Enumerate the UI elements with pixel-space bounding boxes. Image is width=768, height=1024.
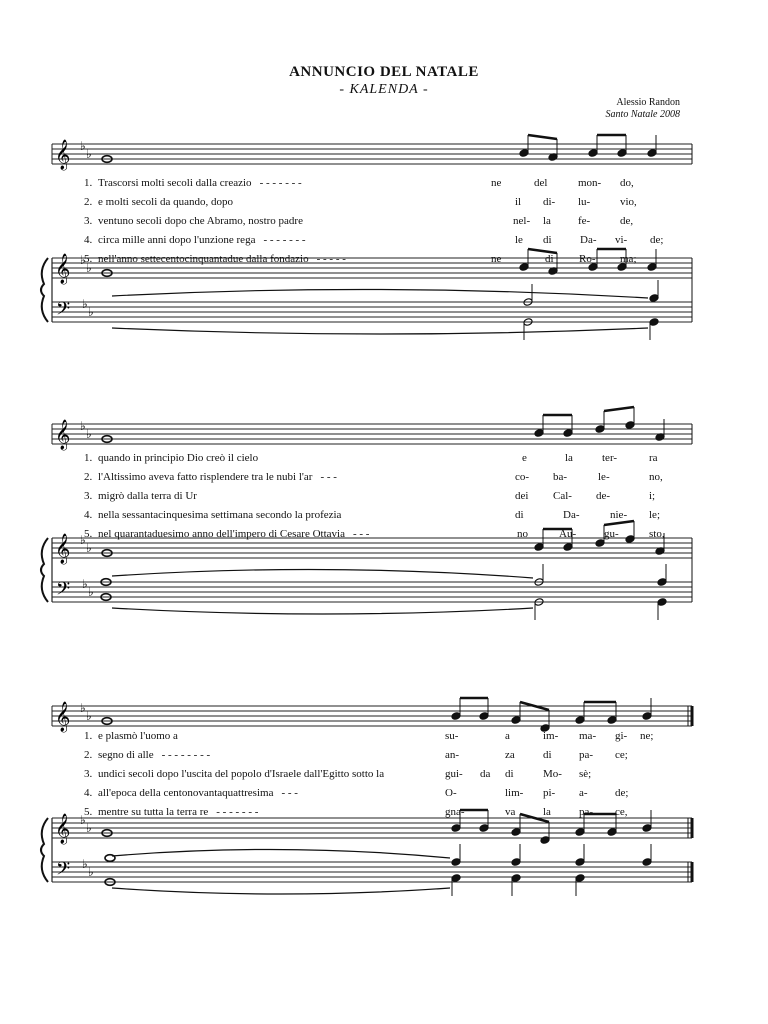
lyric-syllable: il xyxy=(515,196,522,208)
verse-text: l'Altissimo aveva fatto risplendere tra le nubi l'ar xyxy=(98,471,313,483)
system-3-piano-note xyxy=(511,828,521,837)
system-3-bass-note xyxy=(451,858,461,867)
lyric-syllable: Au- xyxy=(559,528,577,540)
system-2-melody-key-signature: ♭ xyxy=(80,419,86,433)
lyric-syllable: gi- xyxy=(615,730,628,742)
lyric-syllable: Da- xyxy=(580,234,597,246)
system-3-piano-note xyxy=(540,836,550,845)
verse-number: 3. xyxy=(84,490,93,502)
lyric-syllable: le; xyxy=(649,509,660,521)
system-2-melody-note xyxy=(625,421,635,430)
melisma-dashes: - - - - - - - - xyxy=(161,749,211,761)
lyric-syllable: fe- xyxy=(578,215,591,227)
lyric-syllable: gui- xyxy=(445,768,463,780)
system-1-melody-note xyxy=(519,149,529,158)
system-1-piano-brace xyxy=(41,258,48,322)
system-1-melody-key-signature: ♭ xyxy=(86,147,92,161)
melisma-dashes: - - - - - - - xyxy=(263,234,306,246)
system-2-bass-note xyxy=(657,578,667,587)
verse-number: 2. xyxy=(84,749,93,761)
system-3-tie xyxy=(112,888,450,894)
system-1-tie xyxy=(112,289,648,298)
system-3-piano-brace xyxy=(41,818,48,882)
verse-number: 2. xyxy=(84,471,93,483)
page-subtitle: - KALENDA - xyxy=(339,82,429,97)
system-1-bass-note xyxy=(649,318,659,327)
verse-number: 2. xyxy=(84,196,93,208)
system-3-piano-note xyxy=(607,828,617,837)
system-2-melody-note xyxy=(563,429,573,438)
system-3-bass-note xyxy=(575,874,585,883)
system-3-bass-note xyxy=(511,858,521,867)
lyric-syllable: de- xyxy=(596,490,611,502)
lyric-syllable: su- xyxy=(445,730,459,742)
verse-text: undici secoli dopo l'uscita del popolo d'Israele dall'Egitto sotto la xyxy=(98,768,385,780)
lyric-syllable: la xyxy=(543,215,551,227)
verse-number: 4. xyxy=(84,234,93,246)
lyric-syllable: Mo- xyxy=(543,768,562,780)
lyric-syllable: sè; xyxy=(579,768,592,780)
system-2-piano-note xyxy=(625,535,635,544)
melisma-dashes: - - - - - - - xyxy=(216,806,259,818)
system-1-melody-key-signature: ♭ xyxy=(80,139,86,153)
system-1-melody-beam xyxy=(528,135,557,139)
system-2-piano-bass-key-signature: ♭ xyxy=(82,577,88,591)
lyric-syllable: pi- xyxy=(543,787,556,799)
lyric-syllable: del xyxy=(534,177,548,189)
lyric-syllable: Cal- xyxy=(553,490,572,502)
lyric-syllable: ma- xyxy=(579,730,597,742)
verse-text: e plasmò l'uomo a xyxy=(98,730,178,742)
verse-number: 5. xyxy=(84,253,93,265)
system-1-melody-note xyxy=(617,149,627,158)
lyric-syllable: ce, xyxy=(615,806,628,818)
lyric-syllable: co- xyxy=(515,471,530,483)
system-2-melody-note xyxy=(595,425,605,434)
system-1-piano-bass-key-signature: ♭ xyxy=(88,305,94,319)
system-2-tie xyxy=(112,569,533,578)
verse-text: ventuno secoli dopo che Abramo, nostro padre xyxy=(98,215,303,227)
lyric-syllable: a- xyxy=(579,787,588,799)
system-3-melody-note xyxy=(575,716,585,725)
melisma-dashes: - - - xyxy=(352,528,370,540)
lyric-syllable: ma; xyxy=(620,253,637,265)
system-3-melody-note xyxy=(479,712,489,721)
system-3-melody-note xyxy=(511,716,521,725)
system-1-tie xyxy=(112,328,648,334)
lyric-syllable: pa- xyxy=(579,806,594,818)
system-1-piano-treble-clef: 𝄞 xyxy=(55,254,71,284)
verse-number: 3. xyxy=(84,768,93,780)
verse-number: 4. xyxy=(84,509,93,521)
system-2-piano-note xyxy=(534,543,544,552)
lyric-syllable: ter- xyxy=(602,452,618,464)
lyric-syllable: di xyxy=(505,768,514,780)
system-2-bass-note xyxy=(657,598,667,607)
system-2-piano-bass-key-signature: ♭ xyxy=(88,585,94,599)
lyric-syllable: de; xyxy=(650,234,664,246)
verse-text: nell'anno settecentocinquantadue dalla fondazio xyxy=(98,253,309,265)
composition-date: Santo Natale 2008 xyxy=(605,109,680,120)
lyric-syllable: mon- xyxy=(578,177,602,189)
lyric-syllable: no, xyxy=(649,471,663,483)
lyric-syllable: ba- xyxy=(553,471,568,483)
system-2-tie xyxy=(112,608,533,614)
system-3-bass-note xyxy=(511,874,521,883)
system-3-bass-note xyxy=(451,874,461,883)
lyric-syllable: va xyxy=(505,806,516,818)
verse-text: e molti secoli da quando, dopo xyxy=(98,196,234,208)
page-title: ANNUNCIO DEL NATALE xyxy=(289,64,479,80)
lyric-syllable: gu- xyxy=(604,528,619,540)
lyric-syllable: vi- xyxy=(615,234,628,246)
lyric-syllable: Da- xyxy=(563,509,580,521)
system-1-piano-note xyxy=(647,263,657,272)
lyric-syllable: da xyxy=(480,768,491,780)
lyric-syllable: vio, xyxy=(620,196,637,208)
system-1-piano-note xyxy=(519,263,529,272)
system-1-melody-note xyxy=(647,149,657,158)
system-2-piano-brace xyxy=(41,538,48,602)
system-2-piano-treble-key-signature: ♭ xyxy=(80,533,86,547)
verse-number: 5. xyxy=(84,806,93,818)
system-2-melody-key-signature: ♭ xyxy=(86,427,92,441)
system-3-piano-treble-key-signature: ♭ xyxy=(86,821,92,835)
lyric-syllable: an- xyxy=(445,749,460,761)
lyric-syllable: ra xyxy=(649,452,658,464)
verse-number: 1. xyxy=(84,730,93,742)
system-2-melody-beam xyxy=(604,407,634,411)
verse-number: 5. xyxy=(84,528,93,540)
lyric-syllable: O- xyxy=(445,787,457,799)
lyric-syllable: nel- xyxy=(513,215,531,227)
system-3-piano-bass-clef: 𝄢 xyxy=(56,859,71,884)
system-2-piano-treble-clef: 𝄞 xyxy=(55,534,71,564)
verse-text: migrò dalla terra di Ur xyxy=(98,490,197,502)
system-3-melody-treble-clef: 𝄞 xyxy=(55,702,71,732)
lyric-syllable: lim- xyxy=(505,787,524,799)
verse-number: 4. xyxy=(84,787,93,799)
lyric-syllable: a xyxy=(505,730,510,742)
system-3-melody-note xyxy=(607,716,617,725)
lyric-syllable: la xyxy=(565,452,573,464)
lyric-syllable: e xyxy=(522,452,527,464)
melisma-dashes: - - - - - xyxy=(316,253,346,265)
lyric-syllable: le- xyxy=(598,471,610,483)
system-3-melody-key-signature: ♭ xyxy=(80,701,86,715)
lyric-syllable: ne; xyxy=(640,730,654,742)
lyric-syllable: no xyxy=(517,528,528,540)
system-3-piano-note xyxy=(575,828,585,837)
verse-text: segno di alle xyxy=(98,749,154,761)
system-3-piano-treble-key-signature: ♭ xyxy=(80,813,86,827)
system-1-piano-treble-key-signature: ♭ xyxy=(86,261,92,275)
system-1-bass-note xyxy=(649,294,659,303)
lyric-syllable: di xyxy=(515,509,524,521)
lyric-syllable: gna- xyxy=(445,806,465,818)
lyric-syllable: de; xyxy=(615,787,629,799)
melisma-dashes: - - - xyxy=(281,787,298,799)
system-3-piano-bass-key-signature: ♭ xyxy=(82,857,88,871)
lyric-syllable: Ro- xyxy=(579,253,596,265)
system-3-piano-treble-clef: 𝄞 xyxy=(55,814,71,844)
lyric-syllable: di xyxy=(545,253,554,265)
system-2-melody-note xyxy=(534,429,544,438)
system-1-piano-treble-key-signature: ♭ xyxy=(80,253,86,267)
verse-number: 1. xyxy=(84,452,93,464)
lyric-syllable: dei xyxy=(515,490,529,502)
system-1-melody-treble-clef: 𝄞 xyxy=(55,140,71,170)
system-3-bass-note xyxy=(575,858,585,867)
composer-name: Alessio Randon xyxy=(616,97,680,108)
system-1-melody-note xyxy=(588,149,598,158)
lyric-syllable: de, xyxy=(620,215,634,227)
verse-text: nel quarantaduesimo anno dell'impero di Cesare Ottavia xyxy=(98,528,345,540)
verse-text: mentre su tutta la terra re xyxy=(98,806,209,818)
verse-number: 3. xyxy=(84,215,93,227)
verse-text: circa mille anni dopo l'unzione rega xyxy=(98,234,256,246)
verse-text: all'epoca della centonovantaquattresima xyxy=(98,787,274,799)
melisma-dashes: - - - - - - - xyxy=(259,177,302,189)
system-3-piano-note xyxy=(451,824,461,833)
lyric-syllable: di xyxy=(543,234,552,246)
lyric-syllable: la xyxy=(543,806,551,818)
lyric-syllable: za xyxy=(505,749,515,761)
system-3-bass-note xyxy=(642,858,652,867)
system-1-piano-bass-clef: 𝄢 xyxy=(56,299,71,324)
verse-text: quando in principio Dio creò il cielo xyxy=(98,452,259,464)
verse-text: Trascorsi molti secoli dalla creazio xyxy=(98,177,252,189)
lyric-syllable: i; xyxy=(649,490,656,502)
system-3-tie xyxy=(112,849,450,858)
lyric-syllable: ne xyxy=(491,177,502,189)
system-3-piano-note xyxy=(479,824,489,833)
lyric-syllable: do, xyxy=(620,177,634,189)
melisma-dashes: - - - xyxy=(320,471,337,483)
verse-text: nella sessantacinquesima settimana secondo la profezia xyxy=(98,509,342,521)
lyric-syllable: ne xyxy=(491,253,502,265)
lyric-syllable: sto, xyxy=(649,528,665,540)
verse-number: 1. xyxy=(84,177,93,189)
system-1-piano-bass-key-signature: ♭ xyxy=(82,297,88,311)
system-3-melody-note xyxy=(642,712,652,721)
lyric-syllable: pa- xyxy=(579,749,594,761)
lyric-syllable: le xyxy=(515,234,523,246)
system-2-melody-treble-clef: 𝄞 xyxy=(55,420,71,450)
system-3-melody-note xyxy=(451,712,461,721)
lyric-syllable: nie- xyxy=(610,509,628,521)
system-3-piano-note xyxy=(642,824,652,833)
system-3-melody-key-signature: ♭ xyxy=(86,709,92,723)
system-2-piano-treble-key-signature: ♭ xyxy=(86,541,92,555)
lyric-syllable: di- xyxy=(543,196,556,208)
system-3-piano-bass-key-signature: ♭ xyxy=(88,865,94,879)
lyric-syllable: ce; xyxy=(615,749,628,761)
system-2-piano-note xyxy=(563,543,573,552)
lyric-syllable: im- xyxy=(543,730,559,742)
system-2-piano-bass-clef: 𝄢 xyxy=(56,579,71,604)
lyric-syllable: di xyxy=(543,749,552,761)
lyric-syllable: lu- xyxy=(578,196,591,208)
